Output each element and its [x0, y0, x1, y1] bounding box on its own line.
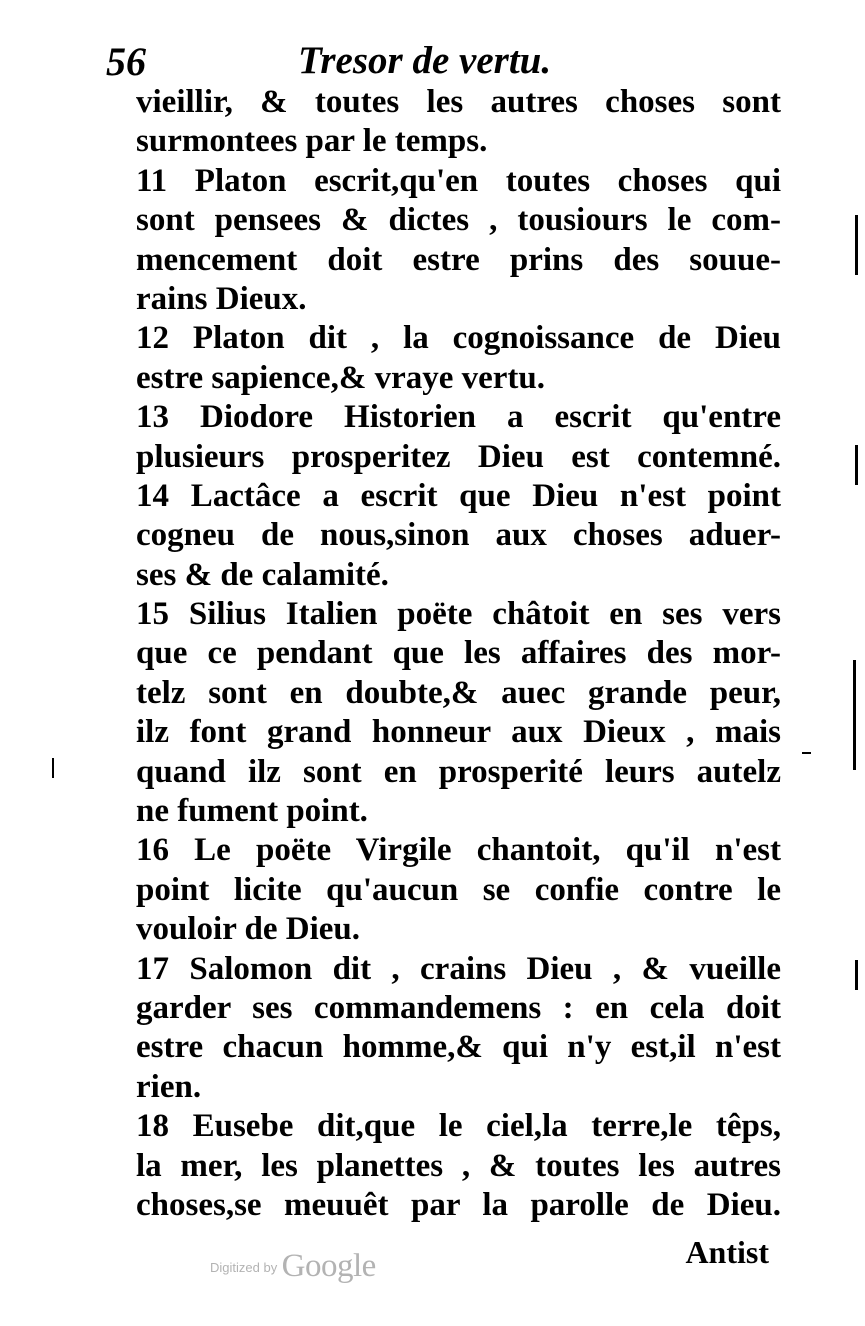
watermark-prefix: Digitized by: [210, 1260, 278, 1275]
text-line: point licite qu'aucun se confie contre le: [136, 871, 781, 908]
text-line: 14 Lactâce a escrit que Dieu n'est point: [136, 477, 781, 514]
text-line: surmontees par le temps.: [136, 123, 488, 160]
text-line: 12 Platon dit , la cognoissance de Dieu: [136, 320, 781, 357]
text-line: mencement doit estre prins des souue-: [136, 241, 781, 278]
scan-edge-mark: [855, 445, 858, 485]
text-line: vieillir, & toutes les autres choses sont: [136, 84, 781, 120]
scan-edge-mark: [855, 215, 858, 275]
text-line: plusieurs prosperitez Dieu est contemné.: [136, 438, 781, 475]
catchword: Antist: [685, 1234, 769, 1270]
text-line: cogneu de nous,sinon aux choses aduer-: [136, 517, 781, 554]
page-header: [0, 38, 865, 88]
text-line: telz sont en doubte,& auec grande peur,: [136, 674, 781, 711]
text-line: garder ses commandemens : en cela doit: [136, 989, 781, 1026]
scan-edge-mark: [802, 752, 811, 754]
text-line: choses,se meuuêt par la parolle de Dieu.: [136, 1186, 781, 1223]
text-line: 17 Salomon dit , crains Dieu , & vueille: [136, 950, 781, 987]
body-text: [136, 83, 781, 1225]
text-line: estre sapience,& vraye vertu.: [136, 359, 546, 396]
text-line: 11 Platon escrit,qu'en toutes choses qui: [136, 162, 781, 199]
text-line: ilz font grand honneur aux Dieux , mais: [136, 714, 781, 751]
text-line: 18 Eusebe dit,que le ciel,la terre,le têps,: [136, 1108, 781, 1145]
scan-edge-mark: [855, 960, 858, 990]
text-line: quand ilz sont en prosperité leurs autelz: [136, 753, 781, 790]
text-line: que ce pendant que les affaires des mor-: [136, 635, 781, 672]
text-line: la mer, les planettes , & toutes les autres: [136, 1147, 781, 1184]
text-line: 13 Diodore Historien a escrit qu'entre: [136, 399, 781, 436]
text-line: 15 Silius Italien poëte châtoit en ses vers: [136, 596, 781, 633]
text-line: vouloir de Dieu.: [136, 911, 360, 948]
text-line: 16 Le poëte Virgile chantoit, qu'il n'est: [136, 832, 781, 869]
text-line: sont pensees & dictes , tousiours le com-: [136, 202, 781, 239]
text-line: estre chacun homme,& qui n'y est,il n'est: [136, 1029, 781, 1066]
running-title: Tresor de vertu.: [298, 39, 552, 82]
page-number: 56: [106, 39, 146, 84]
text-line: ne fument point.: [136, 793, 368, 830]
digitized-watermark: [210, 1248, 376, 1285]
watermark-brand: Google: [281, 1248, 376, 1284]
scan-edge-mark: [853, 660, 856, 770]
text-line: ses & de calamité.: [136, 556, 389, 593]
text-line: rien.: [136, 1068, 202, 1105]
scan-edge-mark: [52, 758, 54, 778]
text-line: rains Dieux.: [136, 280, 307, 317]
